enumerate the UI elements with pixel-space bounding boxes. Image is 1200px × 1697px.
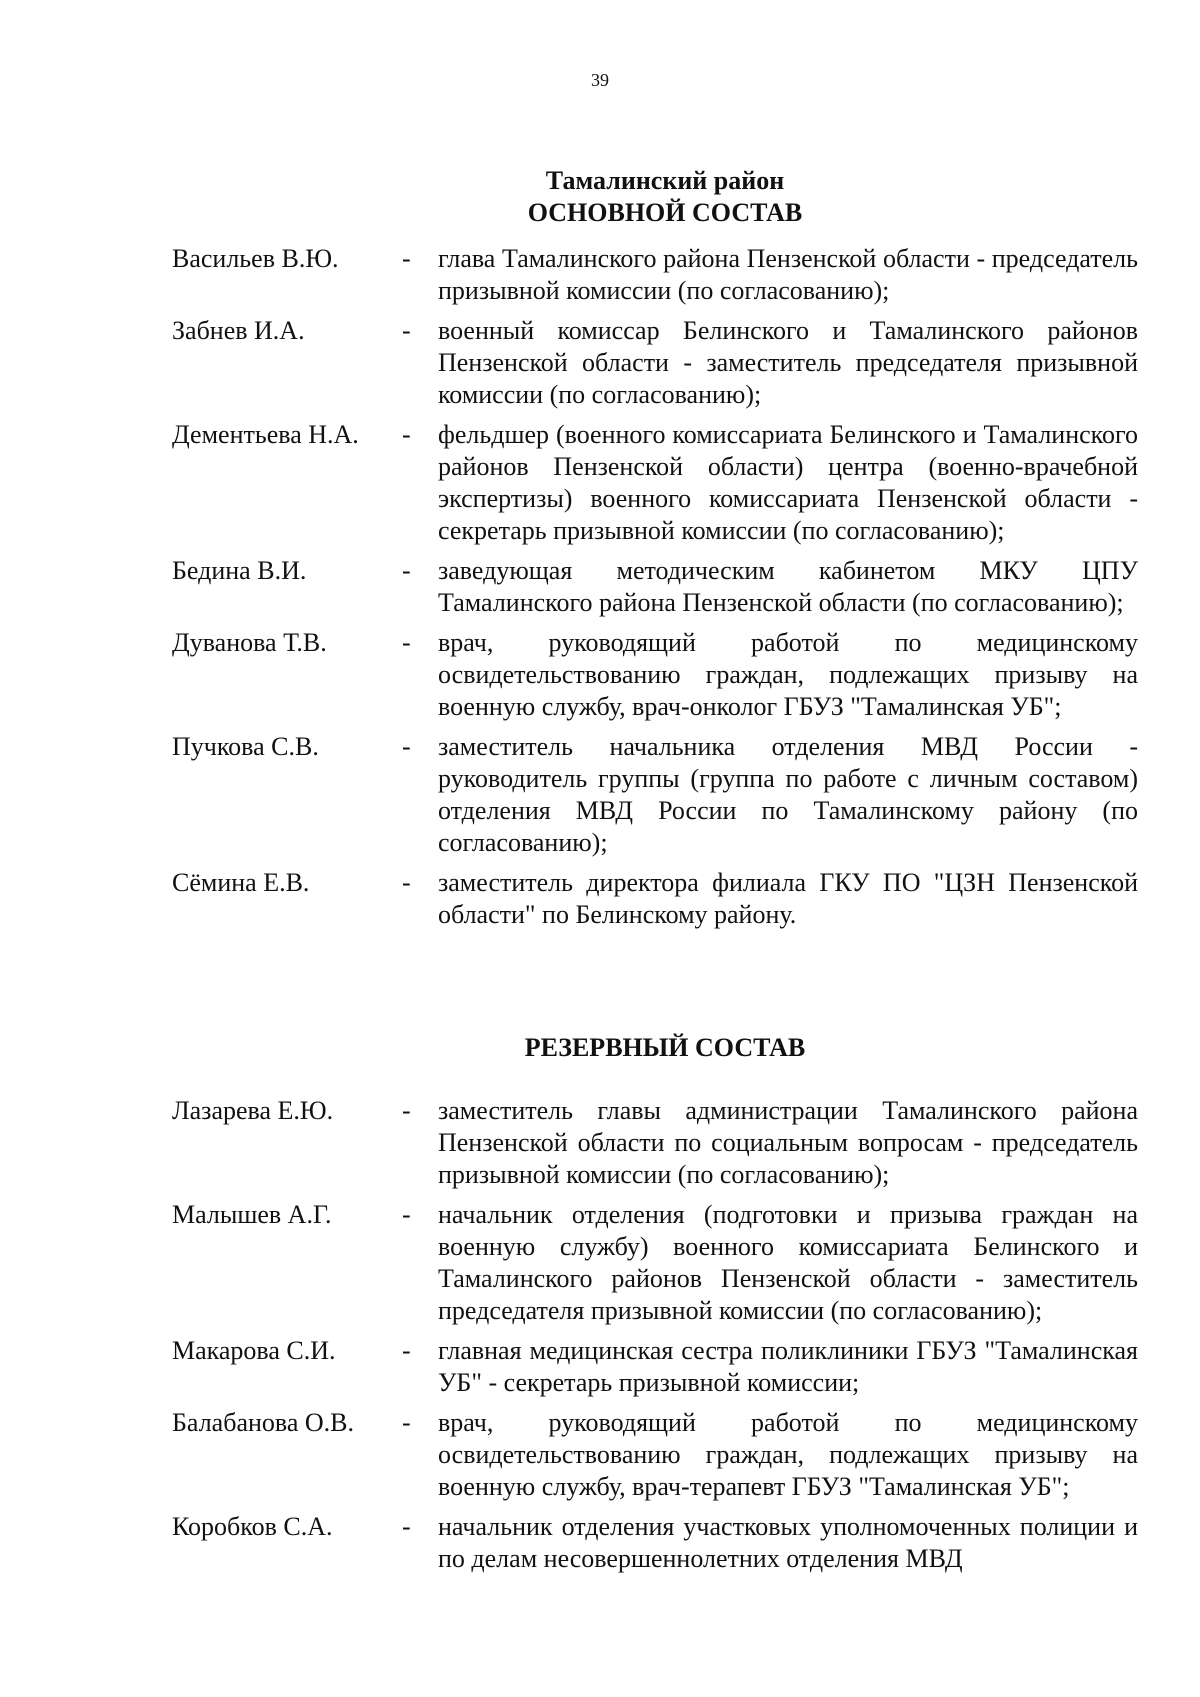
main-composition-heading: ОСНОВНОЙ СОСТАВ	[527, 198, 803, 227]
member-entry	[172, 419, 1148, 547]
member-name: Макарова С.И.	[172, 1336, 336, 1365]
member-name: Коробков С.А.	[172, 1512, 333, 1541]
member-entry	[172, 1199, 1148, 1327]
member-name: Лазарева Е.Ю.	[172, 1096, 334, 1125]
separator-dash: -	[402, 316, 411, 345]
member-entry	[172, 555, 1148, 619]
member-position: заместитель начальника отделения МВД России - руководитель группы (группа по работе с личным составом) отделения МВД России по Тамалинскому району (по согласованию);	[438, 732, 1138, 857]
main-composition-list	[172, 243, 1148, 939]
reserve-composition-list	[172, 1095, 1148, 1583]
separator-dash: -	[402, 420, 411, 449]
separator-dash: -	[402, 732, 411, 761]
member-entry	[172, 1511, 1148, 1575]
member-name: Дуванова Т.В.	[172, 628, 327, 657]
member-entry	[172, 1407, 1148, 1503]
separator-dash: -	[402, 1096, 411, 1125]
member-entry	[172, 627, 1148, 723]
member-position: заместитель директора филиала ГКУ ПО "ЦЗН Пензенской области" по Белинскому району.	[438, 868, 1138, 929]
district-title: Тамалинский район	[545, 166, 785, 195]
member-entry	[172, 1335, 1148, 1399]
member-entry	[172, 315, 1148, 411]
reserve-composition-heading: РЕЗЕРВНЫЙ СОСТАВ	[524, 1033, 806, 1062]
separator-dash: -	[402, 1408, 411, 1437]
separator-dash: -	[402, 1512, 411, 1541]
member-name: Дементьева Н.А.	[172, 420, 359, 449]
separator-dash: -	[402, 1200, 411, 1229]
page-number: 39	[591, 70, 609, 90]
member-position: начальник отделения участковых уполномоченных полиции и по делам несовершеннолетних отделения МВД	[438, 1512, 1138, 1573]
member-name: Бедина В.И.	[172, 556, 307, 585]
member-name: Сёмина Е.В.	[172, 868, 310, 897]
member-position: фельдшер (военного комиссариата Белинского и Тамалинского районов Пензенской области) центра (военно-врачебной экспертизы) военного комиссариата Пензенской области - секретарь призывной комиссии (по согласованию);	[438, 420, 1138, 545]
separator-dash: -	[402, 628, 411, 657]
member-entry	[172, 867, 1148, 931]
member-name: Пучкова С.В.	[172, 732, 319, 761]
member-entry	[172, 731, 1148, 859]
member-entry	[172, 1095, 1148, 1191]
member-position: военный комиссар Белинского и Тамалинского районов Пензенской области - заместитель председателя призывной комиссии (по согласованию);	[438, 316, 1138, 409]
member-position: глава Тамалинского района Пензенской области - председатель призывной комиссии (по согласованию);	[438, 244, 1138, 305]
member-name: Малышев А.Г.	[172, 1200, 332, 1229]
separator-dash: -	[402, 244, 411, 273]
member-position: главная медицинская сестра поликлиники ГБУЗ "Тамалинская УБ" - секретарь призывной комиссии;	[438, 1336, 1138, 1397]
member-position: врач, руководящий работой по медицинскому освидетельствованию граждан, подлежащих призыву на военную службу, врач-терапевт ГБУЗ "Тамалинская УБ";	[438, 1408, 1138, 1501]
member-name: Балабанова О.В.	[172, 1408, 354, 1437]
member-position: заместитель главы администрации Тамалинского района Пензенской области по социальным вопросам - председатель призывной комиссии (по согласованию);	[438, 1096, 1138, 1189]
member-position: начальник отделения (подготовки и призыва граждан на военную службу) военного комиссариата Белинского и Тамалинского районов Пензенской области - заместитель председателя призывной комиссии (по согласованию);	[438, 1200, 1138, 1325]
separator-dash: -	[402, 1336, 411, 1365]
separator-dash: -	[402, 556, 411, 585]
member-name: Васильев В.Ю.	[172, 244, 339, 273]
member-name: Забнев И.А.	[172, 316, 305, 345]
separator-dash: -	[402, 868, 411, 897]
member-position: врач, руководящий работой по медицинскому освидетельствованию граждан, подлежащих призыву на военную службу, врач-онколог ГБУЗ "Тамалинская УБ";	[438, 628, 1138, 721]
member-position: заведующая методическим кабинетом МКУ ЦПУ Тамалинского района Пензенской области (по согласованию);	[438, 556, 1138, 617]
member-entry	[172, 243, 1148, 307]
